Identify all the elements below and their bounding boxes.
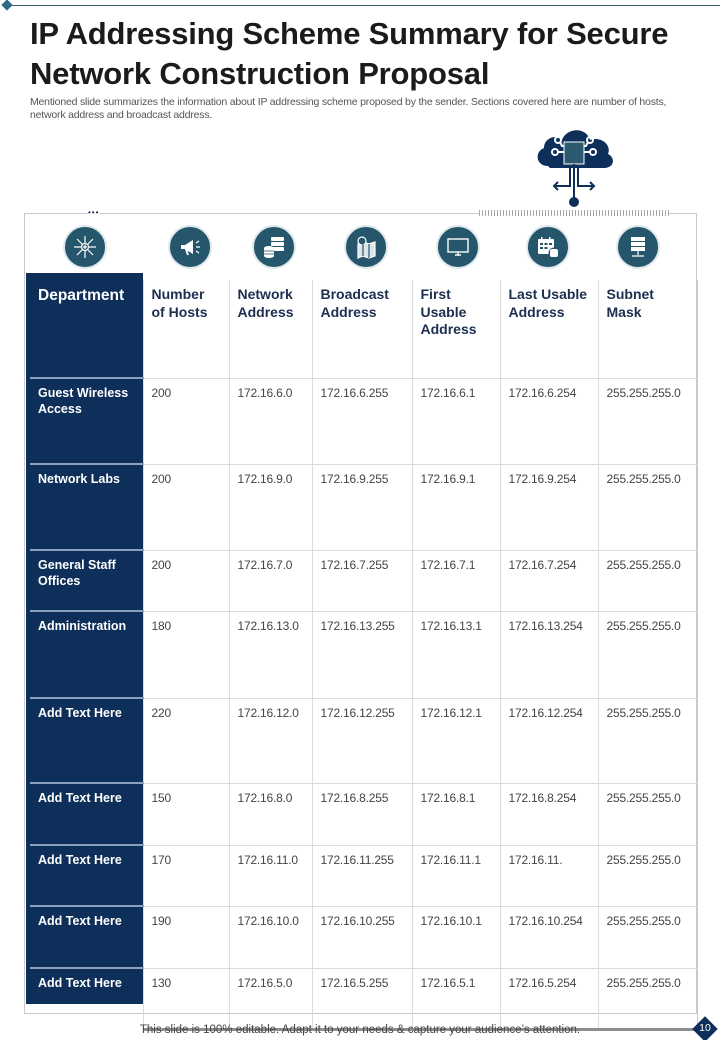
cell-network-address: 172.16.10.0 bbox=[229, 906, 312, 968]
cell-first-usable: 172.16.7.1 bbox=[412, 550, 500, 611]
cell-network-address: 172.16.5.0 bbox=[229, 968, 312, 1029]
header-first-usable-address: First Usable Address bbox=[412, 280, 500, 378]
cell-last-usable: 172.16.13.254 bbox=[500, 611, 598, 698]
header-broadcast-address: Broadcast Address bbox=[312, 280, 412, 378]
cell-network-address: 172.16.9.0 bbox=[229, 464, 312, 550]
cell-broadcast-address: 172.16.7.255 bbox=[312, 550, 412, 611]
cell-subnet-mask: 255.255.255.0 bbox=[598, 378, 697, 464]
server-rack-icon bbox=[616, 225, 660, 269]
cell-broadcast-address: 172.16.10.255 bbox=[312, 906, 412, 968]
cell-last-usable: 172.16.12.254 bbox=[500, 698, 598, 783]
cell-department: Add Text Here bbox=[30, 906, 143, 968]
cell-network-address: 172.16.7.0 bbox=[229, 550, 312, 611]
calendar-icon bbox=[526, 225, 570, 269]
megaphone-icon bbox=[168, 225, 212, 269]
cell-broadcast-address: 172.16.11.255 bbox=[312, 845, 412, 906]
cell-subnet-mask: 255.255.255.0 bbox=[598, 464, 697, 550]
cell-hosts: 220 bbox=[143, 698, 229, 783]
cell-last-usable: 172.16.9.254 bbox=[500, 464, 598, 550]
cell-hosts: 180 bbox=[143, 611, 229, 698]
cell-network-address: 172.16.8.0 bbox=[229, 783, 312, 845]
cell-hosts: 200 bbox=[143, 464, 229, 550]
table-row bbox=[30, 783, 697, 845]
header-number-of-hosts: Number of Hosts bbox=[143, 280, 229, 378]
cell-network-address: 172.16.11.0 bbox=[229, 845, 312, 906]
column-icon-row bbox=[0, 225, 720, 269]
cell-department: Add Text Here bbox=[30, 845, 143, 906]
cell-broadcast-address: 172.16.8.255 bbox=[312, 783, 412, 845]
cell-broadcast-address: 172.16.12.255 bbox=[312, 698, 412, 783]
slide-subtitle: Mentioned slide summarizes the information about IP addressing scheme proposed by the sender. Sections covered here are number of hosts, network address and broadcast address. bbox=[30, 96, 667, 121]
diamond-marker-icon bbox=[1, 0, 12, 11]
cell-hosts: 190 bbox=[143, 906, 229, 968]
cell-hosts: 170 bbox=[143, 845, 229, 906]
cell-hosts: 150 bbox=[143, 783, 229, 845]
cell-first-usable: 172.16.8.1 bbox=[412, 783, 500, 845]
cell-first-usable: 172.16.5.1 bbox=[412, 968, 500, 1029]
cell-hosts: 130 bbox=[143, 968, 229, 1029]
cell-hosts: 200 bbox=[143, 550, 229, 611]
cell-first-usable: 172.16.12.1 bbox=[412, 698, 500, 783]
cell-subnet-mask: 255.255.255.0 bbox=[598, 906, 697, 968]
cell-broadcast-address: 172.16.6.255 bbox=[312, 378, 412, 464]
cell-last-usable: 172.16.5.254 bbox=[500, 968, 598, 1029]
top-rule bbox=[8, 5, 720, 6]
cloud-network-icon bbox=[530, 124, 618, 210]
header-department: Department bbox=[30, 280, 143, 378]
table-row bbox=[30, 464, 697, 550]
cell-broadcast-address: 172.16.5.255 bbox=[312, 968, 412, 1029]
cell-department: Administration bbox=[30, 611, 143, 698]
table-row bbox=[30, 378, 697, 464]
cell-first-usable: 172.16.6.1 bbox=[412, 378, 500, 464]
header-subnet-mask: Subnet Mask bbox=[598, 280, 697, 378]
cell-department: General Staff Offices bbox=[30, 550, 143, 611]
cell-subnet-mask: 255.255.255.0 bbox=[598, 550, 697, 611]
header-network-address: Network Address bbox=[229, 280, 312, 378]
table-row bbox=[30, 698, 697, 783]
cell-subnet-mask: 255.255.255.0 bbox=[598, 968, 697, 1029]
cell-subnet-mask: 255.255.255.0 bbox=[598, 611, 697, 698]
cell-subnet-mask: 255.255.255.0 bbox=[598, 783, 697, 845]
header-last-usable-address: Last Usable Address bbox=[500, 280, 598, 378]
cell-broadcast-address: 172.16.13.255 bbox=[312, 611, 412, 698]
ip-scheme-table bbox=[30, 280, 698, 1031]
cell-department: Network Labs bbox=[30, 464, 143, 550]
cell-department: Guest Wireless Access bbox=[30, 378, 143, 464]
frame-ticks-decoration bbox=[479, 210, 669, 216]
cell-last-usable: 172.16.10.254 bbox=[500, 906, 598, 968]
slide-title: IP Addressing Scheme Summary for Secure Network Construction Proposal bbox=[30, 16, 669, 91]
database-server-icon bbox=[252, 225, 296, 269]
table-row bbox=[30, 550, 697, 611]
cell-network-address: 172.16.13.0 bbox=[229, 611, 312, 698]
cell-last-usable: 172.16.11. bbox=[500, 845, 598, 906]
page-number: 10 bbox=[699, 1022, 711, 1034]
monitor-icon bbox=[436, 225, 480, 269]
cell-first-usable: 172.16.13.1 bbox=[412, 611, 500, 698]
table-row bbox=[30, 611, 697, 698]
cell-network-address: 172.16.6.0 bbox=[229, 378, 312, 464]
frame-dots-decoration: ••• bbox=[88, 208, 100, 217]
cell-hosts: 200 bbox=[143, 378, 229, 464]
table-row bbox=[30, 906, 697, 968]
table-header-row bbox=[30, 280, 697, 378]
cell-network-address: 172.16.12.0 bbox=[229, 698, 312, 783]
cell-first-usable: 172.16.9.1 bbox=[412, 464, 500, 550]
map-pin-icon bbox=[344, 225, 388, 269]
cell-subnet-mask: 255.255.255.0 bbox=[598, 698, 697, 783]
table-row bbox=[30, 845, 697, 906]
table-row bbox=[30, 968, 697, 1029]
cell-first-usable: 172.16.11.1 bbox=[412, 845, 500, 906]
footer-note: This slide is 100% editable. Adapt it to your needs & capture your audience’s attention. bbox=[139, 1024, 581, 1036]
cell-subnet-mask: 255.255.255.0 bbox=[598, 845, 697, 906]
cell-first-usable: 172.16.10.1 bbox=[412, 906, 500, 968]
cell-last-usable: 172.16.6.254 bbox=[500, 378, 598, 464]
cell-department: Add Text Here bbox=[30, 698, 143, 783]
cell-last-usable: 172.16.7.254 bbox=[500, 550, 598, 611]
page-number-badge bbox=[692, 1016, 718, 1040]
cell-department: Add Text Here bbox=[38, 976, 122, 990]
cell-broadcast-address: 172.16.9.255 bbox=[312, 464, 412, 550]
cell-department: Add Text Here bbox=[30, 783, 143, 845]
cell-last-usable: 172.16.8.254 bbox=[500, 783, 598, 845]
network-hub-icon bbox=[63, 225, 107, 269]
